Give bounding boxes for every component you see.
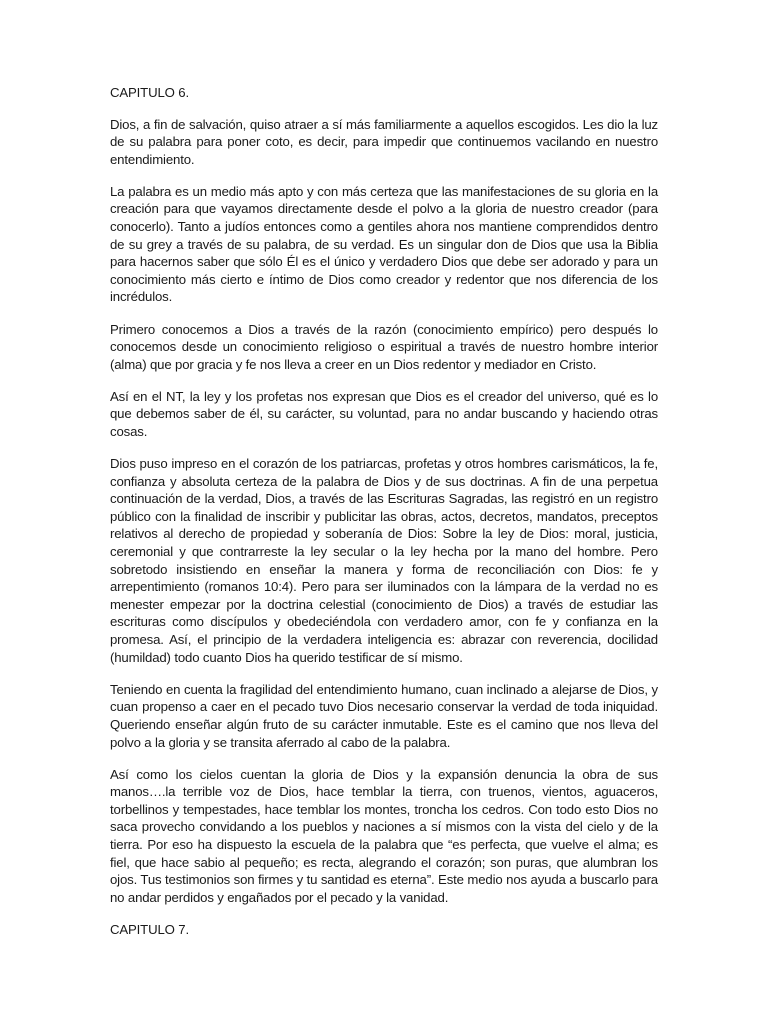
paragraph-5: Dios puso impreso en el corazón de los patriarcas, profetas y otros hombres carismáticos, la fe, confianza y absoluta certeza de la palabra de Dios y de sus doctrinas. A fin de una perpetua continuación de la verdad, Dios, a través de las Escrituras Sagradas, las registró en un registro público con la finalidad de inscribir y publicitar las obras, actos, decretos, mandatos, preceptos relativos al derecho de propiedad y soberanía de Dios: Sobre la ley de Dios: moral, justicia, ceremonial y que contrarreste la ley secular o la ley hecha por la mano del hombre. Pero sobretodo insistiendo en enseñar la manera y forma de reconciliación con Dios: fe y arrepentimiento (romanos 10:4). Pero para ser iluminados con la lámpara de la verdad no es menester empezar por la doctrina celestial (conocimiento de Dios) a través de estudiar las escrituras como discípulos y obedeciéndola con verdadero amor, con fe y confianza en la promesa. Así, el principio de la verdadera inteligencia es: abrazar con reverencia, docilidad (humildad) todo cuanto Dios ha querido testificar de sí mismo. [110,456,658,665]
paragraph-6: Teniendo en cuenta la fragilidad del entendimiento humano, cuan inclinado a alejarse de Dios, y cuan propenso a caer en el pecado tuvo Dios necesario conservar la verdad de toda iniquidad. Queriendo enseñar algún fruto de su carácter inmutable. Este es el camino que nos lleva del polvo a la gloria y se transita aferrado al cabo de la palabra. [110,681,658,750]
paragraph-7: Así como los cielos cuentan la gloria de Dios y la expansión denuncia la obra de sus manos….la terrible voz de Dios, hace temblar la tierra, con truenos, vientos, aguaceros, torbellinos y tempestades, hace temblar los montes, troncha los cedros. Con todo esto Dios no saca provecho convidando a los pueblos y naciones a sí mismos con la vista del cielo y de la tierra. Por eso ha dispuesto la escuela de la palabra que “es perfecta, que vuelve el alma; es fiel, que hace sabio al pequeño; es recta, alegrando el corazón; son puras, que alumbran los ojos. Tus testimonios son firmes y tu santidad es eterna”. Este medio nos ayuda a buscarlo para no andar perdidos y engañados por el pecado y la vanidad. [110,766,658,905]
document-page [110,84,658,952]
paragraph-1: Dios, a fin de salvación, quiso atraer a sí más familiarmente a aquellos escogidos. Les dio la luz de su palabra para poner coto, es decir, para impedir que continuemos vacilando en nuestro entendimiento. [110,116,658,167]
chapter-heading: CAPITULO 6. [110,85,189,100]
paragraph-2: La palabra es un medio más apto y con más certeza que las manifestaciones de su gloria en la creación para que vayamos directamente desde el polvo a la gloria de nuestro creador (para conocerlo). Tanto a judíos entonces como a gentiles ahora nos mantiene comprendidos dentro de su grey a través de su palabra, de su verdad. Es un singular don de Dios que usa la Biblia para hacernos saber que sólo Él es el único y verdadero Dios que debe ser adorado y para un conocimiento más cierto e íntimo de Dios como creador y redentor que nos diferencia de los incrédulos. [110,183,658,305]
paragraph-3: Primero conocemos a Dios a través de la razón (conocimiento empírico) pero después lo conocemos desde un conocimiento religioso o espiritual a través de nuestro hombre interior (alma) que por gracia y fe nos lleva a creer en un Dios redentor y mediador en Cristo. [110,321,658,372]
chapter-heading-next: CAPITULO 7. [110,921,189,937]
paragraph-4: Así en el NT, la ley y los profetas nos expresan que Dios es el creador del universo, qué es lo que debemos saber de él, su carácter, su voluntad, para no andar buscando y haciendo otras cosas. [110,388,658,439]
